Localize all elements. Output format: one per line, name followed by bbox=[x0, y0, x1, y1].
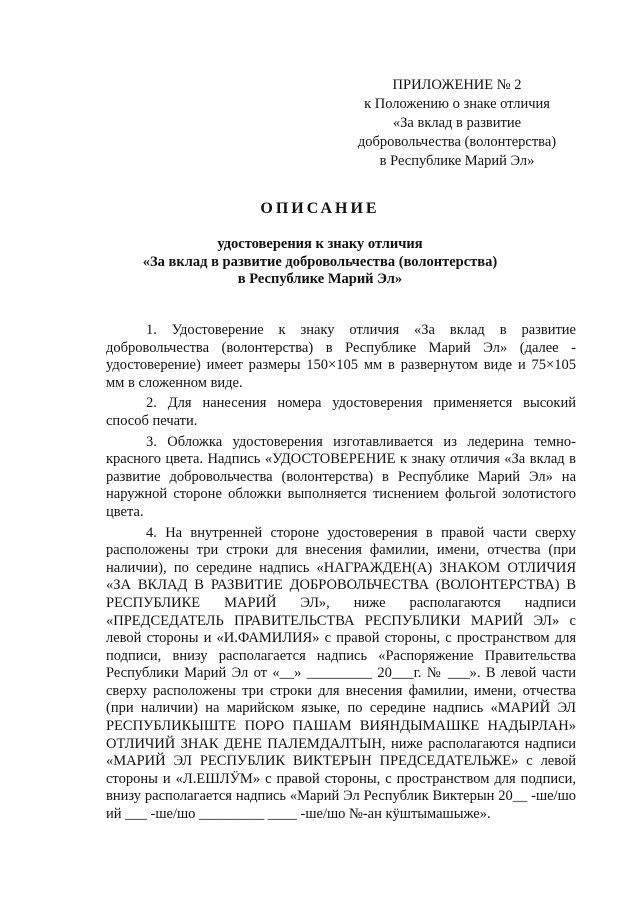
paragraph-1: 1. Удостоверение к знаку отличия «За вклад в развитие добровольчества (волонтерства) в Республике Марий Эл» (далее - удостоверение) имеет размеры 150×105 мм в развернутом виде и 75×105 мм в сложенном виде. bbox=[106, 322, 576, 391]
document-heading: ОПИСАНИЕ bbox=[260, 200, 380, 217]
annex-line: «За вклад в развитие bbox=[392, 115, 522, 131]
annex-title: ПРИЛОЖЕНИЕ № 2 bbox=[392, 77, 522, 93]
annex-header bbox=[330, 76, 584, 171]
annex-line: к Положению о знаке отличия bbox=[364, 96, 550, 112]
annex-line: добровольчества (волонтерства) bbox=[357, 134, 557, 150]
document-subheading bbox=[0, 236, 640, 289]
paragraph-4: 4. На внутренней стороне удостоверения в правой части сверху расположены три строки для внесения фамилии, имени, отчества (при наличии), по середине надпись «НАГРАЖДЕН(А) ЗНАКОМ ОТЛИЧИЯ «ЗА ВКЛАД В РАЗВИТИЕ ДОБРОВОЛЬЧЕСТВА (ВОЛОНТЕРСТВА) В РЕСПУБЛИКЕ МАРИЙ ЭЛ», ниже располагаются надписи «ПРЕДСЕДАТЕЛЬ ПРАВИТЕЛЬСТВА РЕСПУБЛИКИ МАРИЙ ЭЛ» с левой стороны и «И.ФАМИЛИЯ» с правой стороны, с пространством для подписи, внизу располагается надпись «Распоряжение Правительства Республики Марий Эл от «__» _________ 20___г. № ___». В левой части сверху расположены три строки для внесения фамилии, имени, отчества (при наличии) на марийском языке, по середине надпись «МАРИЙ ЭЛ РЕСПУБЛИКЫШТЕ ПОРО ПАШАМ ВИЯНДЫМАШКЕ НАДЫРЛАН» ОТЛИЧИЙ ЗНАК ДЕНЕ ПАЛЕМДАЛТЫН, ниже располагаются надписи «МАРИЙ ЭЛ РЕСПУБЛИК ВИКТЕРЫН ПРЕДСЕДАТЕЛЬЖЕ» с левой стороны и «Л.ЕШЛӰМ» с правой стороны, с пространством для подписи, внизу располагается надпись «Марий Эл Республик Виктерын 20__ -ше/шо ий ___ -ше/шо _________ ____ -ше/шо №-ан кӱштымашыже». bbox=[106, 524, 576, 823]
annex-line: в Республике Марий Эл» bbox=[379, 153, 535, 169]
subheading-line: удостоверения к знаку отличия bbox=[217, 236, 423, 252]
subheading-line: в Республике Марий Эл» bbox=[237, 271, 403, 287]
paragraph-2: 2. Для нанесения номера удостоверения применяется высокий способ печати. bbox=[106, 395, 576, 429]
subheading-line: «За вклад в развитие добровольчества (волонтерства) bbox=[142, 253, 498, 270]
document-body bbox=[106, 322, 576, 824]
paragraph-3: 3. Обложка удостоверения изготавливается из ледерина темно-красного цвета. Надпись «УДОСТОВЕРЕНИЕ к знаку отличия «За вклад в развитие добровольчества (волонтерства) в Республике Марий Эл» на наружной стороне обложки выполняется тиснением фольгой золотистого цвета. bbox=[106, 433, 576, 520]
